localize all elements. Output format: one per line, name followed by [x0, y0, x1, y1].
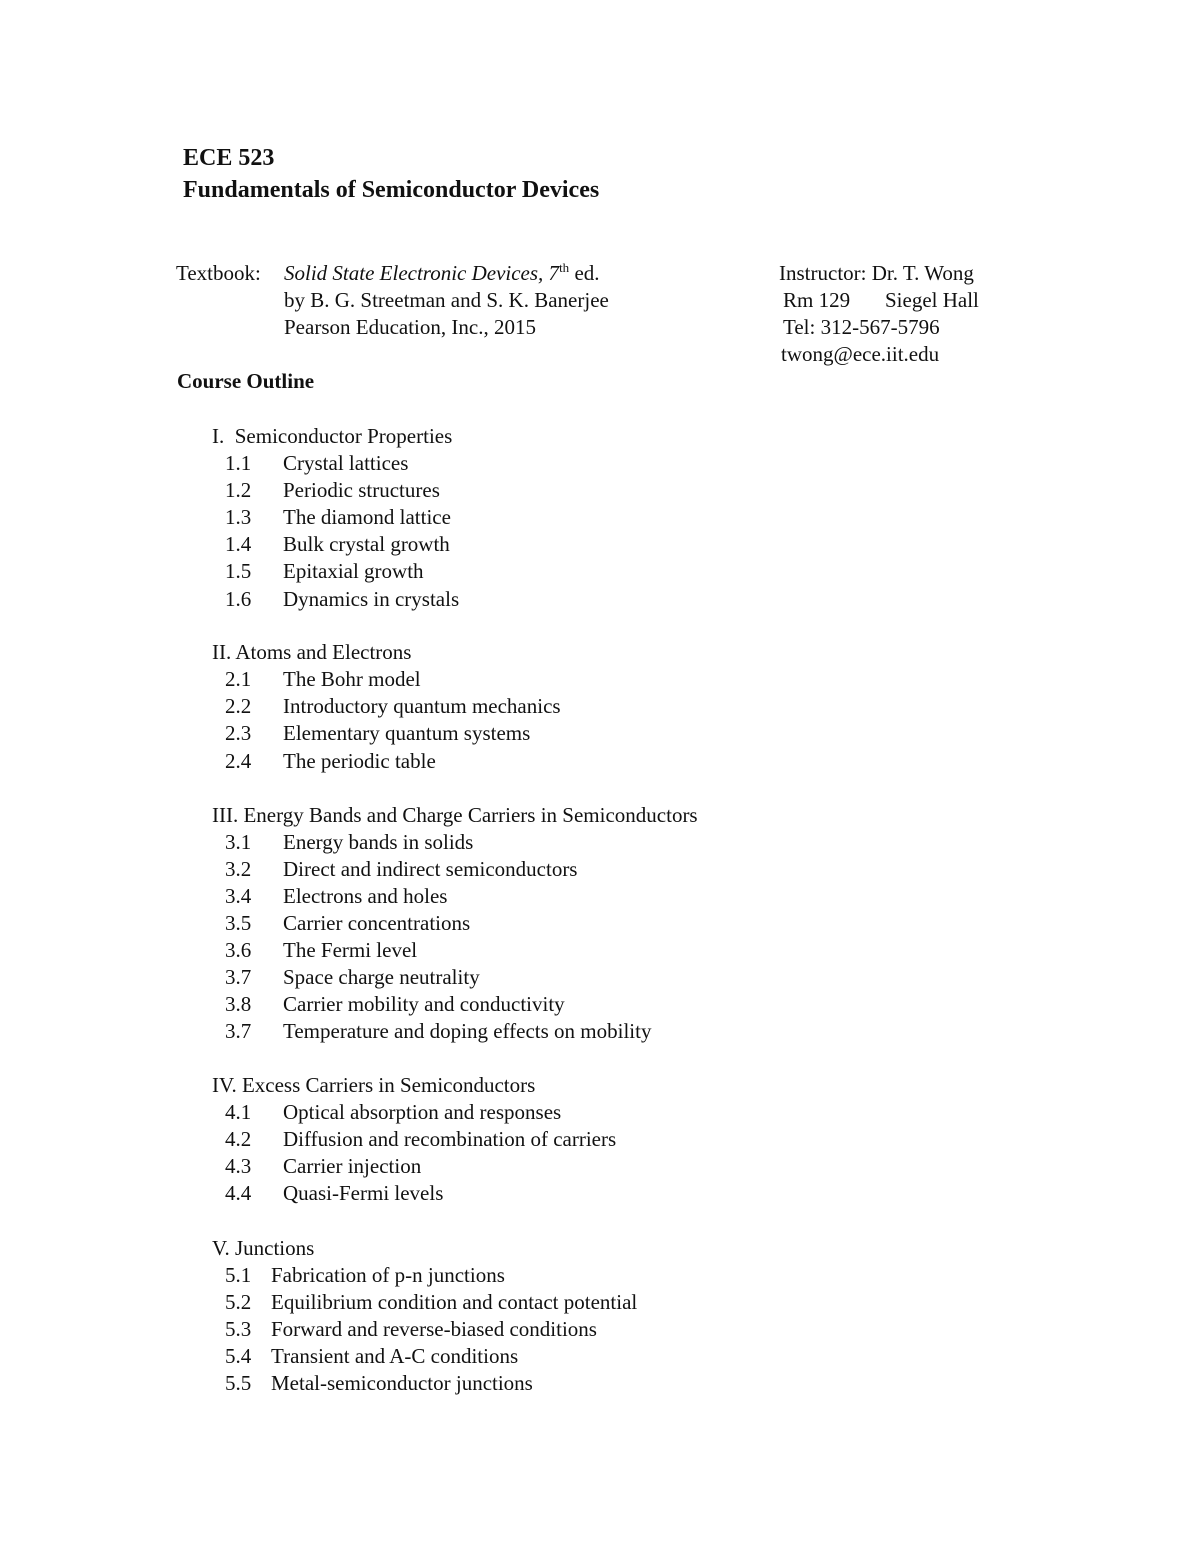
item-text: Periodic structures [283, 478, 440, 502]
item-number: 3.1 [225, 830, 252, 854]
course-code: ECE 523 [183, 145, 275, 171]
textbook-label: Textbook: [176, 261, 261, 285]
item-text: Forward and reverse-biased conditions [271, 1317, 597, 1341]
instructor-room: Rm 129 [783, 288, 851, 312]
item-text: Quasi-Fermi levels [283, 1181, 444, 1205]
textbook-publisher: Pearson Education, Inc., 2015 [284, 315, 536, 339]
item-text: Carrier mobility and conductivity [283, 992, 565, 1016]
item-text: Carrier injection [283, 1154, 422, 1178]
section-heading: IV. Excess Carriers in Semiconductors [212, 1073, 536, 1097]
item-text: The Bohr model [283, 667, 421, 691]
item-number: 5.1 [225, 1263, 252, 1287]
item-number: 3.4 [225, 884, 252, 908]
item-number: 1.6 [225, 587, 252, 611]
item-text: Diffusion and recombination of carriers [283, 1127, 617, 1151]
item-number: 3.2 [225, 857, 252, 881]
item-text: Dynamics in crystals [283, 587, 460, 611]
item-text: Temperature and doping effects on mobility [283, 1019, 652, 1043]
item-text: Crystal lattices [283, 451, 409, 475]
item-text: Carrier concentrations [283, 911, 471, 935]
item-number: 5.4 [225, 1344, 252, 1368]
item-number: 1.5 [225, 559, 252, 583]
item-text: The periodic table [283, 749, 436, 773]
item-text: The diamond lattice [283, 505, 451, 529]
instructor-tel: Tel: 312-567-5796 [783, 315, 940, 339]
item-text: Transient and A-C conditions [271, 1344, 519, 1368]
item-text: Electrons and holes [283, 884, 448, 908]
item-number: 1.3 [225, 505, 252, 529]
instructor-building: Siegel Hall [885, 288, 979, 312]
item-number: 2.3 [225, 721, 252, 745]
item-number: 3.8 [225, 992, 252, 1016]
item-number: 1.4 [225, 532, 252, 556]
item-number: 1.2 [225, 478, 252, 502]
section-heading: III. Energy Bands and Charge Carriers in Semiconductors [212, 803, 698, 827]
item-number: 3.7 [225, 1019, 252, 1043]
item-number: 4.4 [225, 1181, 252, 1205]
item-text: Epitaxial growth [283, 559, 424, 583]
item-text: Metal-semiconductor junctions [271, 1371, 533, 1395]
textbook-edition-suffix: ed. [569, 261, 600, 285]
item-text: Energy bands in solids [283, 830, 474, 854]
item-number: 2.1 [225, 667, 252, 691]
item-number: 5.5 [225, 1371, 252, 1395]
textbook-title: Solid State Electronic Devices, 7 [284, 261, 560, 285]
textbook-edition-sup: th [559, 260, 570, 275]
item-number: 3.7 [225, 965, 252, 989]
item-text: Fabrication of p-n junctions [271, 1263, 505, 1287]
item-text: Direct and indirect semiconductors [283, 857, 578, 881]
item-number: 5.2 [225, 1290, 252, 1314]
item-text: Bulk crystal growth [283, 532, 450, 556]
item-number: 4.1 [225, 1100, 252, 1124]
item-text: Introductory quantum mechanics [283, 694, 561, 718]
item-number: 3.6 [225, 938, 252, 962]
item-number: 1.1 [225, 451, 252, 475]
item-text: The Fermi level [283, 938, 418, 962]
item-number: 4.3 [225, 1154, 252, 1178]
item-number: 2.2 [225, 694, 252, 718]
course-title: Fundamentals of Semiconductor Devices [183, 177, 600, 203]
item-number: 5.3 [225, 1317, 252, 1341]
textbook-title-line [284, 261, 600, 286]
item-number: 4.2 [225, 1127, 252, 1151]
item-text: Elementary quantum systems [283, 721, 531, 745]
item-number: 3.5 [225, 911, 252, 935]
outline-heading: Course Outline [177, 369, 315, 393]
section-heading: V. Junctions [212, 1236, 315, 1260]
item-text: Optical absorption and responses [283, 1100, 562, 1124]
instructor-name: Instructor: Dr. T. Wong [779, 261, 974, 285]
item-number: 2.4 [225, 749, 252, 773]
item-text: Space charge neutrality [283, 965, 480, 989]
instructor-email[interactable]: twong@ece.iit.edu [781, 342, 940, 366]
item-text: Equilibrium condition and contact potential [271, 1290, 638, 1314]
section-heading: II. Atoms and Electrons [212, 640, 412, 664]
section-heading: I. Semiconductor Properties [212, 424, 453, 448]
textbook-authors: by B. G. Streetman and S. K. Banerjee [284, 288, 609, 312]
